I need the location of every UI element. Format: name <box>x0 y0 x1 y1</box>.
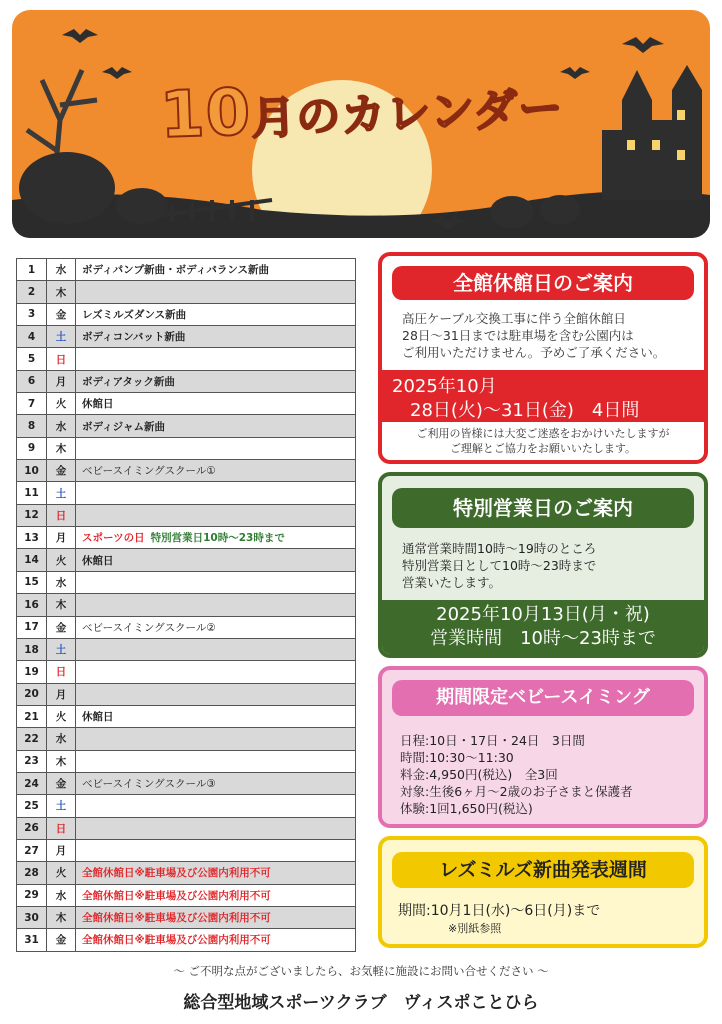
calendar-row <box>17 504 356 526</box>
calendar-weekday: 日 <box>47 661 76 683</box>
closure-notice <box>378 252 708 464</box>
special-desc-line: 営業いたします。 <box>402 575 502 590</box>
calendar-day: 5 <box>17 348 47 370</box>
calendar-event <box>76 370 356 392</box>
calendar-event <box>76 281 356 303</box>
calendar-event-text: 休館日 <box>82 554 114 567</box>
calendar-row <box>17 638 356 660</box>
calendar-weekday: 月 <box>47 527 76 549</box>
calendar-day: 1 <box>17 259 47 281</box>
baby-fee: 料金:4,950円(税込) 全3回 <box>400 767 558 782</box>
calendar-event <box>76 750 356 772</box>
closure-date-range: 28日(火)～31日(金) 4日間 <box>410 400 640 421</box>
calendar-event <box>76 661 356 683</box>
bat-icon <box>622 37 664 53</box>
calendar-day: 22 <box>17 728 47 750</box>
calendar-weekday: 金 <box>47 772 76 794</box>
calendar-row <box>17 772 356 794</box>
calendar-day: 19 <box>17 661 47 683</box>
contact-note: ～ ご不明な点がございましたら、お気軽に施設にお問い合せください ～ <box>173 964 549 978</box>
calendar-day: 25 <box>17 795 47 817</box>
calendar-row <box>17 303 356 325</box>
calendar-weekday: 金 <box>47 460 76 482</box>
baby-schedule: 日程:10日・17日・24日 3日間 <box>400 733 585 748</box>
calendar-weekday: 火 <box>47 549 76 571</box>
calendar-weekday: 木 <box>47 594 76 616</box>
calendar-weekday: 水 <box>47 415 76 437</box>
calendar-day: 2 <box>17 281 47 303</box>
calendar-event-text: スポーツの日 <box>82 532 145 545</box>
baby-time: 時間:10:30～11:30 <box>400 750 514 765</box>
calendar-day: 26 <box>17 817 47 839</box>
halloween-banner <box>12 10 710 238</box>
special-dates <box>382 600 704 654</box>
calendar-row <box>17 437 356 459</box>
pumpkin-icon <box>490 196 534 228</box>
calendar-row <box>17 884 356 906</box>
calendar-event <box>76 728 356 750</box>
haunted-house-icon <box>602 65 702 200</box>
calendar-row <box>17 616 356 638</box>
baby-trial: 体験:1回1,650円(税込) <box>400 801 533 816</box>
closure-desc-line: 高圧ケーブル交換工事に伴う全館休館日 <box>402 311 626 326</box>
calendar-row <box>17 348 356 370</box>
calendar-row <box>17 571 356 593</box>
calendar-weekday: 土 <box>47 326 76 348</box>
calendar-event-text: ボディアタック新曲 <box>82 375 175 388</box>
calendar-weekday: 水 <box>47 259 76 281</box>
calendar-day: 6 <box>17 370 47 392</box>
calendar-event <box>76 482 356 504</box>
calendar-event-text: ボディパンプ新曲・ボディバランス新曲 <box>82 264 270 277</box>
calendar-event <box>76 683 356 705</box>
calendar-event-text: 休館日 <box>82 711 114 724</box>
closure-apology <box>382 426 704 456</box>
calendar-event <box>76 326 356 348</box>
special-desc-line: 通常営業時間10時～19時のところ <box>402 541 597 556</box>
special-business-notice <box>378 472 708 658</box>
calendar-table <box>16 258 356 952</box>
calendar-day: 31 <box>17 929 47 951</box>
calendar-event <box>76 594 356 616</box>
calendar-row <box>17 661 356 683</box>
calendar-event-extra: 特別営業日10時～23時まで <box>150 532 285 545</box>
calendar-event <box>76 839 356 861</box>
calendar-event-text: 全館休館日※駐車場及び公園内利用不可 <box>82 912 271 925</box>
closure-note-line: ご理解とご協力をお願いいたします。 <box>449 442 637 455</box>
calendar-event <box>76 772 356 794</box>
calendar-weekday: 水 <box>47 884 76 906</box>
calendar-weekday: 火 <box>47 393 76 415</box>
calendar-day: 28 <box>17 862 47 884</box>
calendar-row <box>17 415 356 437</box>
calendar-event <box>76 393 356 415</box>
calendar-day: 4 <box>17 326 47 348</box>
calendar-row <box>17 549 356 571</box>
closure-title: 全館休館日のご案内 <box>392 266 694 300</box>
calendar-weekday: 日 <box>47 817 76 839</box>
calendar-day: 9 <box>17 437 47 459</box>
calendar-event-text: ボディジャム新曲 <box>82 420 165 433</box>
calendar-row <box>17 393 356 415</box>
calendar-day: 27 <box>17 839 47 861</box>
page-title <box>159 65 565 153</box>
calendar-weekday: 木 <box>47 750 76 772</box>
bat-icon <box>560 67 590 79</box>
calendar-weekday: 土 <box>47 638 76 660</box>
calendar-weekday: 月 <box>47 370 76 392</box>
calendar-day: 8 <box>17 415 47 437</box>
calendar-weekday: 土 <box>47 795 76 817</box>
calendar-weekday: 金 <box>47 616 76 638</box>
calendar-day: 10 <box>17 460 47 482</box>
calendar-weekday: 火 <box>47 862 76 884</box>
calendar-event <box>76 504 356 526</box>
closure-description <box>402 310 665 361</box>
closure-date-month: 2025年10月 <box>392 376 497 397</box>
calendar-weekday: 金 <box>47 929 76 951</box>
calendar-event-text: ボディコンバット新曲 <box>82 331 186 344</box>
organization-name: 総合型地域スポーツクラブ ヴィスポことひら <box>183 993 539 1013</box>
calendar-weekday: 木 <box>47 281 76 303</box>
calendar-day: 11 <box>17 482 47 504</box>
calendar-event-text: 全館休館日※駐車場及び公園内利用不可 <box>82 889 271 902</box>
baby-details <box>400 732 633 817</box>
calendar-weekday: 木 <box>47 437 76 459</box>
calendar-row <box>17 728 356 750</box>
baby-target: 対象:生後6ヶ月～2歳のお子さまと保護者 <box>400 784 633 799</box>
calendar-day: 20 <box>17 683 47 705</box>
calendar-event <box>76 705 356 727</box>
calendar-day: 16 <box>17 594 47 616</box>
calendar-event <box>76 549 356 571</box>
calendar-event-text: ベビースイミングスクール③ <box>82 778 216 791</box>
calendar-event-text: 全館休館日※駐車場及び公園内利用不可 <box>82 867 271 880</box>
calendar-day: 17 <box>17 616 47 638</box>
pumpkin-icon <box>116 188 168 224</box>
pumpkin-icon <box>19 152 115 224</box>
calendar-weekday: 水 <box>47 728 76 750</box>
calendar-day: 13 <box>17 527 47 549</box>
calendar-row <box>17 482 356 504</box>
calendar-event-text: レズミルズダンス新曲 <box>82 308 187 321</box>
calendar-event <box>76 906 356 928</box>
calendar-event <box>76 638 356 660</box>
title-text: 月のカレンダー <box>250 82 565 145</box>
calendar-row <box>17 281 356 303</box>
baby-swimming-notice <box>378 666 708 828</box>
calendar-day: 23 <box>17 750 47 772</box>
calendar-day: 21 <box>17 705 47 727</box>
calendar-event-text: 休館日 <box>82 398 114 411</box>
calendar-day: 7 <box>17 393 47 415</box>
calendar-event <box>76 571 356 593</box>
calendar-weekday: 日 <box>47 348 76 370</box>
calendar-event <box>76 527 356 549</box>
calendar-row <box>17 929 356 951</box>
calendar-day: 30 <box>17 906 47 928</box>
calendar-weekday: 金 <box>47 303 76 325</box>
calendar-row <box>17 370 356 392</box>
calendar-event <box>76 437 356 459</box>
calendar-event <box>76 817 356 839</box>
calendar-day: 14 <box>17 549 47 571</box>
special-description <box>402 540 596 591</box>
calendar-row <box>17 817 356 839</box>
lesmills-notice <box>378 836 708 948</box>
calendar-weekday: 木 <box>47 906 76 928</box>
calendar-row <box>17 594 356 616</box>
calendar-weekday: 月 <box>47 839 76 861</box>
calendar-day: 12 <box>17 504 47 526</box>
calendar-row <box>17 683 356 705</box>
calendar-event <box>76 795 356 817</box>
special-hours: 営業時間 10時～23時まで <box>430 628 656 649</box>
bat-icon <box>62 29 98 43</box>
calendar-weekday: 日 <box>47 504 76 526</box>
calendar-row <box>17 527 356 549</box>
calendar-day: 15 <box>17 571 47 593</box>
calendar-event-text: ベビースイミングスクール② <box>82 621 216 634</box>
special-desc-line: 特別営業日として10時～23時まで <box>402 558 597 573</box>
calendar-event <box>76 884 356 906</box>
calendar-weekday: 土 <box>47 482 76 504</box>
closure-desc-line: ご利用いただけません。予めご了承ください。 <box>402 345 666 360</box>
lesmills-period: 期間:10月1日(水)～6日(月)まで <box>398 903 601 919</box>
title-number: 10 <box>158 75 253 154</box>
calendar-weekday: 水 <box>47 571 76 593</box>
calendar-row <box>17 705 356 727</box>
calendar-event <box>76 862 356 884</box>
calendar-event <box>76 348 356 370</box>
calendar-event <box>76 929 356 951</box>
calendar-event <box>76 303 356 325</box>
lesmills-note: ※別紙参照 <box>448 922 502 935</box>
calendar-body <box>17 259 356 952</box>
calendar-event <box>76 616 356 638</box>
calendar-day: 24 <box>17 772 47 794</box>
calendar-row <box>17 460 356 482</box>
lesmills-title: レズミルズ新曲発表週間 <box>392 852 694 888</box>
calendar-row <box>17 326 356 348</box>
calendar-event <box>76 460 356 482</box>
calendar-row <box>17 259 356 281</box>
calendar-row <box>17 862 356 884</box>
closure-dates <box>382 370 704 422</box>
baby-title: 期間限定ベビースイミング <box>392 680 694 716</box>
pumpkin-icon <box>540 195 580 225</box>
bat-icon <box>102 67 132 79</box>
calendar-row <box>17 795 356 817</box>
calendar-weekday: 火 <box>47 705 76 727</box>
calendar-day: 18 <box>17 638 47 660</box>
special-title: 特別営業日のご案内 <box>392 488 694 528</box>
closure-desc-line: 28日～31日までは駐車場を含む公園内は <box>402 328 634 343</box>
calendar-day: 29 <box>17 884 47 906</box>
calendar-row <box>17 906 356 928</box>
closure-note-line: ご利用の皆様には大変ご迷惑をおかけいたしますが <box>416 427 670 440</box>
calendar-event <box>76 415 356 437</box>
calendar-row <box>17 750 356 772</box>
calendar-row <box>17 839 356 861</box>
special-date: 2025年10月13日(月・祝) <box>436 604 650 625</box>
calendar-day: 3 <box>17 303 47 325</box>
calendar-event <box>76 259 356 281</box>
calendar-event-text: 全館休館日※駐車場及び公園内利用不可 <box>82 934 271 947</box>
calendar-weekday: 月 <box>47 683 76 705</box>
calendar-event-text: ベビースイミングスクール① <box>82 465 216 478</box>
